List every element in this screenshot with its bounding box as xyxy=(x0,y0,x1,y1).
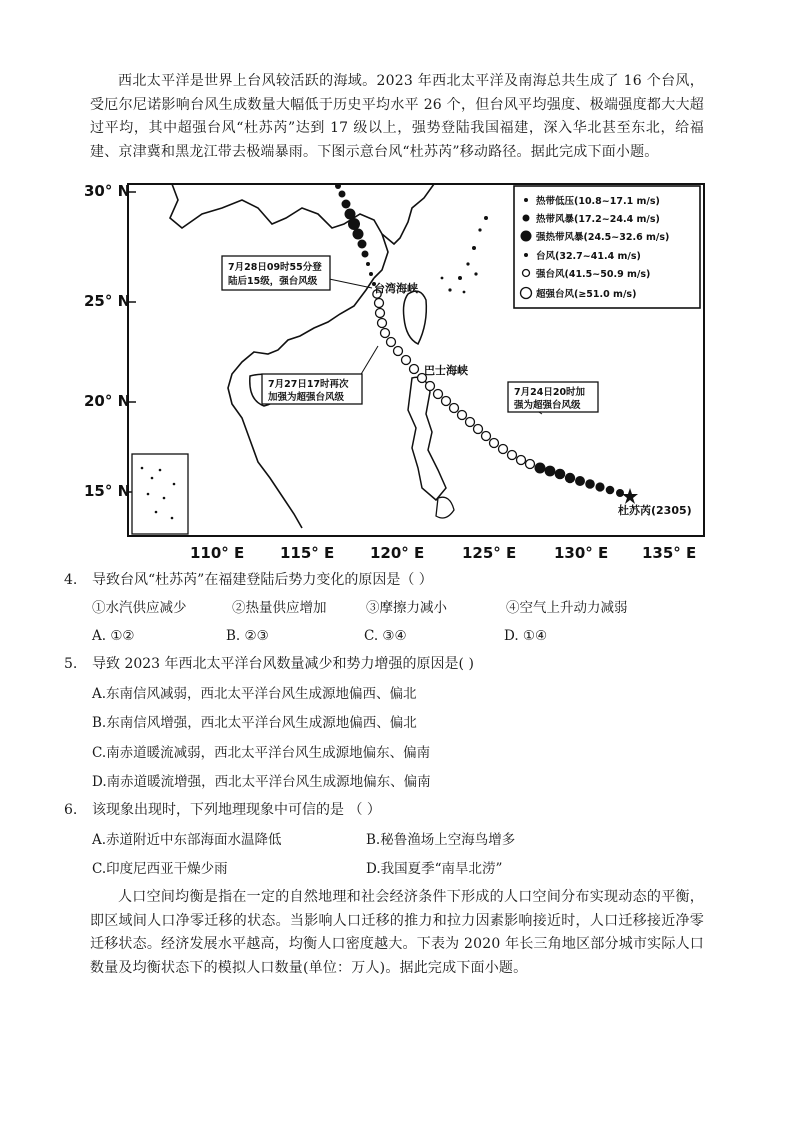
q6-option-d[interactable]: D.我国夏季“南旱北涝” xyxy=(366,861,503,877)
note-landfall xyxy=(222,256,330,290)
question-4: 4. 导致台风“杜苏芮”在福建登陆后势力变化的原因是（ ） xyxy=(64,572,433,588)
q5-option-b[interactable]: B.东南信风增强，西北太平洋台风生成源地偏西、偏北 xyxy=(92,715,417,731)
q5-option-c[interactable]: C.南赤道暖流减弱，西北太平洋台风生成源地偏东、偏南 xyxy=(92,745,431,761)
question-6-stem: 该现象出现时，下列地理现象中可信的是 （ ） xyxy=(92,802,381,818)
lat-label-25: 25° N xyxy=(84,292,131,310)
legend-ty: 台风(32.7~41.4 m/s) xyxy=(536,251,641,262)
q4-option-c[interactable]: C. ③④ xyxy=(364,628,407,644)
legend-sts: 强热带风暴(24.5~32.6 m/s) xyxy=(536,232,670,243)
label-taiwan-strait: 台湾海峡 xyxy=(374,282,418,295)
typhoon-track-map xyxy=(82,178,712,566)
lat-label-15: 15° N xyxy=(84,482,131,500)
q4-statement-1: ①水汽供应减少 xyxy=(92,600,187,616)
svg-text:7月27日17时再次: 7月27日17时再次 xyxy=(268,379,349,390)
lat-label-20: 20° N xyxy=(84,392,131,410)
question-4-stem: 导致台风“杜苏芮”在福建登陆后势力变化的原因是（ ） xyxy=(92,572,433,588)
question-5: 5. 导致 2023 年西北太平洋台风数量减少和势力增强的原因是( ) xyxy=(64,656,474,672)
svg-text:7月24日20时加: 7月24日20时加 xyxy=(514,387,586,398)
q4-statement-3: ③摩擦力减小 xyxy=(366,600,447,616)
q4-option-b[interactable]: B. ②③ xyxy=(226,628,269,644)
south-china-sea-inset xyxy=(132,454,188,534)
question-6: 6. 该现象出现时，下列地理现象中可信的是 （ ） xyxy=(64,802,381,818)
q6-option-a[interactable]: A.赤道附近中东部海面水温降低 xyxy=(92,832,282,848)
lon-label-120: 120° E xyxy=(370,544,425,562)
q5-option-a[interactable]: A.东南信风减弱，西北太平洋台风生成源地偏西、偏北 xyxy=(92,686,417,702)
q4-statement-2: ②热量供应增加 xyxy=(232,600,327,616)
note-reintensify xyxy=(262,374,362,404)
svg-text:陆后15级，强台风级: 陆后15级，强台风级 xyxy=(228,276,318,287)
svg-text:加强为超强台风级: 加强为超强台风级 xyxy=(268,392,345,403)
q6-option-b[interactable]: B.秘鲁渔场上空海鸟增多 xyxy=(366,832,516,848)
q6-option-c[interactable]: C.印度尼西亚干燥少雨 xyxy=(92,861,228,877)
legend-super-ty: 超强台风(≥51.0 m/s) xyxy=(536,289,637,300)
label-bashi-channel: 巴士海峡 xyxy=(424,364,468,377)
lon-label-130: 130° E xyxy=(554,544,609,562)
map-legend xyxy=(514,186,700,308)
q4-statement-4: ④空气上升动力减弱 xyxy=(506,600,628,616)
passage-population: 人口空间均衡是指在一定的自然地理和社会经济条件下形成的人口空间分布实现动态的平衡，即区域间人口净零迁移的状态。当影响人口迁移的推力和拉力因素影响接近时，人口迁移接近净零迁移状态。经济发展水平越高，均衡人口密度越大。下表为 2020 年长三角地区部分城市实际人口数量及均衡状态下的模拟人口数量(单位：万人)。据此完成下面小题。 xyxy=(90,889,704,976)
lon-label-110: 110° E xyxy=(190,544,245,562)
q4-option-d[interactable]: D. ①④ xyxy=(504,628,548,644)
legend-sty: 强台风(41.5~50.9 m/s) xyxy=(536,269,651,280)
question-5-stem: 导致 2023 年西北太平洋台风数量减少和势力增强的原因是( ) xyxy=(92,656,474,672)
svg-text:7月28日09时55分登: 7月28日09时55分登 xyxy=(228,262,322,273)
legend-ts: 热带风暴(17.2~24.4 m/s) xyxy=(536,214,660,225)
lon-label-115: 115° E xyxy=(280,544,335,562)
legend-td: 热带低压(10.8~17.1 m/s) xyxy=(536,196,660,207)
lon-label-135: 135° E xyxy=(642,544,697,562)
q4-option-a[interactable]: A. ①② xyxy=(92,628,135,644)
note-super-typhoon xyxy=(508,382,598,412)
lon-label-125: 125° E xyxy=(462,544,517,562)
passage-typhoon: 西北太平洋是世界上台风较活跃的海域。2023 年西北太平洋及南海总共生成了 16 个台风，受厄尔尼诺影响台风生成数量大幅低于历史平均水平 26 个，但台风平均强度、极端强度都大大超过平均，其中超强台风“杜苏芮”达到 17 级以上，强势登陆我国福建，深入华北甚至东北，给福建、京津冀和黑龙江带去极端暴雨。下图示意台风“杜苏芮”移动路径。据此完成下面小题。 xyxy=(90,73,704,160)
svg-text:强为超强台风级: 强为超强台风级 xyxy=(514,400,581,411)
label-typhoon-name: 杜苏芮(2305) xyxy=(618,504,692,517)
lat-label-30: 30° N xyxy=(84,182,131,200)
q5-option-d[interactable]: D.南赤道暖流增强，西北太平洋台风生成源地偏东、偏南 xyxy=(92,774,431,790)
